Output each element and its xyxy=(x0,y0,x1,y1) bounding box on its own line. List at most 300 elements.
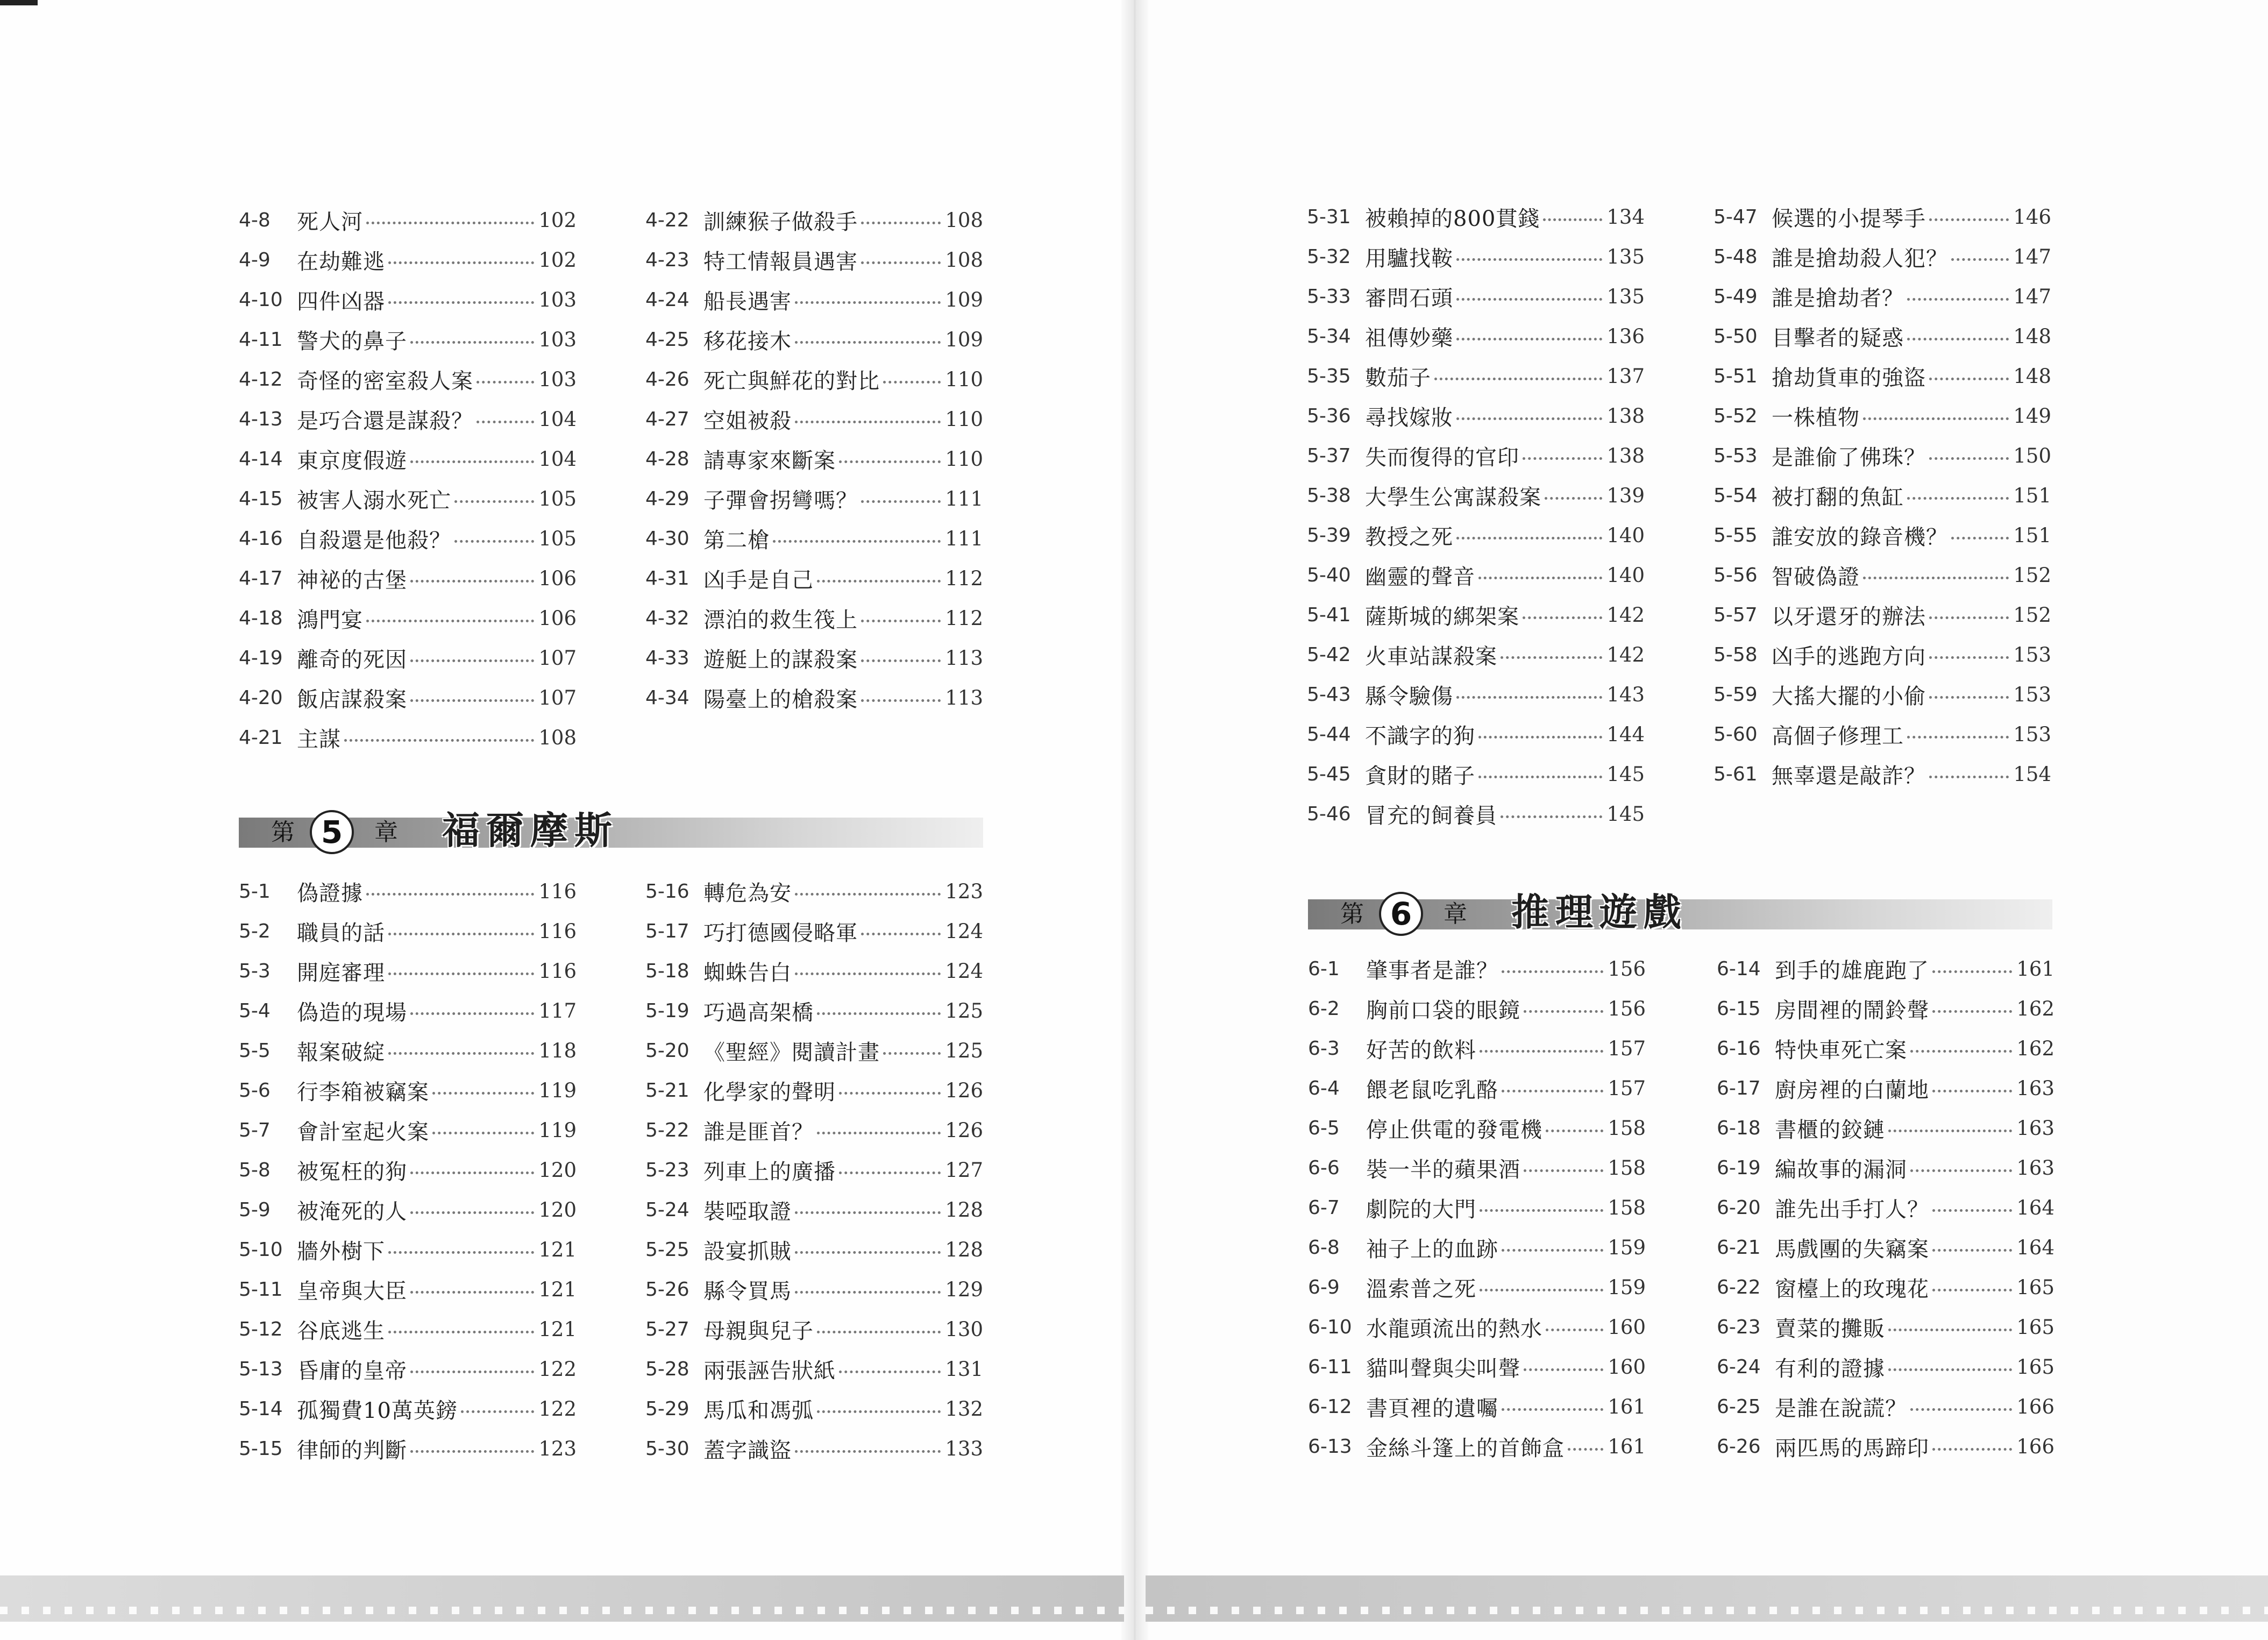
toc-entry-page: 119 xyxy=(538,1078,577,1102)
toc-entry-title: 是誰在說謊？ xyxy=(1775,1396,1907,1421)
toc-entry-title: 神祕的古堡 xyxy=(297,567,407,593)
toc-entry-page: 103 xyxy=(538,328,577,351)
toc-entry-title: 候選的小提琴手 xyxy=(1772,206,1926,231)
dot-leader xyxy=(410,1012,534,1015)
dot-leader xyxy=(454,500,534,503)
toc-entry-number: 6-7 xyxy=(1308,1196,1340,1219)
toc-entry-title: 漂泊的救生筏上 xyxy=(703,607,858,633)
toc-entry xyxy=(645,1389,983,1429)
book-gutter xyxy=(1121,0,1148,1640)
dot-leader xyxy=(839,460,941,463)
toc-entry-page: 118 xyxy=(538,1039,577,1062)
toc-entry-title: 被淹死的人 xyxy=(297,1199,407,1224)
toc-entry-page: 150 xyxy=(2013,444,2051,467)
toc-entry-number: 5-49 xyxy=(1714,285,1758,308)
toc-entry-page: 117 xyxy=(538,999,577,1023)
toc-entry-page: 127 xyxy=(945,1158,983,1182)
toc-entry-title: 設宴抓賊 xyxy=(703,1239,792,1264)
toc-entry-number: 4-21 xyxy=(239,726,283,749)
toc-entry-number: 5-32 xyxy=(1307,245,1351,268)
toc-entry-page: 122 xyxy=(538,1397,577,1421)
toc-entry xyxy=(645,439,983,479)
toc-entry-page: 121 xyxy=(538,1238,577,1261)
toc-entry-number: 6-23 xyxy=(1717,1316,1761,1338)
toc-entry xyxy=(1717,949,2054,989)
toc-entry xyxy=(645,1150,983,1190)
toc-entry-number: 4-30 xyxy=(645,527,689,550)
toc-entry-page: 121 xyxy=(538,1277,577,1301)
toc-entry-title: 窗檯上的玫瑰花 xyxy=(1775,1276,1929,1302)
toc-entry-title: 用驢找鞍 xyxy=(1365,246,1453,271)
toc-entry-page: 138 xyxy=(1606,404,1645,428)
dot-leader xyxy=(410,1291,534,1294)
toc-entry-title: 到手的雄鹿跑了 xyxy=(1775,958,1929,983)
dot-leader xyxy=(1524,1010,1603,1013)
toc-entry-title: 貪財的賭子 xyxy=(1365,763,1475,789)
toc-entry-number: 5-35 xyxy=(1307,365,1351,387)
toc-entry-number: 4-11 xyxy=(239,328,283,351)
toc-entry-number: 5-36 xyxy=(1307,404,1351,427)
toc-entry xyxy=(239,638,577,678)
toc-entry-number: 4-13 xyxy=(239,408,283,430)
toc-entry-number: 5-33 xyxy=(1307,285,1351,308)
toc-entry-title: 縣令驗傷 xyxy=(1365,684,1453,709)
dot-leader xyxy=(1929,616,2009,619)
dot-leader xyxy=(388,1251,534,1254)
toc-entry-page: 105 xyxy=(538,527,577,550)
toc-entry-page: 158 xyxy=(1608,1156,1646,1180)
dot-leader xyxy=(410,1211,534,1214)
chapter-title: 推理遊戲 xyxy=(1511,890,1688,934)
toc-entry xyxy=(1714,475,2051,515)
toc-entry xyxy=(1714,276,2051,316)
dot-leader xyxy=(795,893,941,896)
toc-entry-title: 智破偽證 xyxy=(1772,564,1860,590)
toc-entry xyxy=(239,1150,577,1190)
toc-entry-number: 4-14 xyxy=(239,448,283,470)
toc-entry-page: 102 xyxy=(538,208,577,232)
toc-entry-page: 166 xyxy=(2016,1395,2054,1418)
toc-entry xyxy=(1717,1068,2054,1108)
dot-leader xyxy=(388,933,534,935)
toc-entry-title: 會計室起火案 xyxy=(297,1119,429,1145)
toc-entry-title: 搶劫貨車的強盜 xyxy=(1772,365,1926,391)
toc-entry-title: 無辜還是敲詐？ xyxy=(1772,763,1926,789)
toc-entry-number: 5-21 xyxy=(645,1079,689,1102)
toc-entry-title: 自殺還是他殺？ xyxy=(297,528,451,553)
footer-decor-bar-right xyxy=(1146,1575,2268,1622)
toc-entry-number: 6-13 xyxy=(1308,1435,1352,1458)
toc-entry-number: 4-16 xyxy=(239,527,283,550)
dot-leader xyxy=(477,381,534,384)
toc-entry-number: 6-24 xyxy=(1717,1355,1761,1378)
toc-entry-title: 薩斯城的綁架案 xyxy=(1365,604,1519,629)
toc-entry-title: 幽靈的聲音 xyxy=(1365,564,1475,590)
toc-entry-title: 審問石頭 xyxy=(1365,286,1453,311)
toc-entry-title: 房間裡的鬧鈴聲 xyxy=(1775,998,1929,1023)
toc-entry-page: 105 xyxy=(538,487,577,510)
dot-leader xyxy=(388,972,534,975)
toc-entry-page: 157 xyxy=(1608,1076,1646,1100)
toc-entry-title: 裝一半的蘋果酒 xyxy=(1366,1157,1520,1182)
toc-entry-page: 110 xyxy=(945,367,983,391)
toc-entry-title: 孤獨費10萬英鎊 xyxy=(297,1398,458,1423)
dot-leader xyxy=(388,261,534,264)
toc-entry-number: 4-31 xyxy=(645,567,689,590)
toc-entry-number: 5-15 xyxy=(239,1437,283,1460)
toc-entry-title: 胸前口袋的眼鏡 xyxy=(1366,998,1520,1023)
toc-entry-title: 谷底逃生 xyxy=(297,1318,385,1344)
toc-entry-page: 165 xyxy=(2016,1275,2054,1299)
toc-entry-page: 137 xyxy=(1606,364,1645,388)
dot-leader xyxy=(1478,776,1602,778)
toc-entry-number: 5-10 xyxy=(239,1238,283,1261)
dot-leader xyxy=(1907,338,2009,340)
toc-entry-title: 馬瓜和馮弧 xyxy=(703,1398,814,1423)
toc-entry xyxy=(645,638,983,678)
toc-entry-title: 縣令買馬 xyxy=(703,1279,792,1304)
toc-entry xyxy=(239,1031,577,1070)
scan-edge-mark xyxy=(0,0,38,5)
toc-entry-title: 是巧合還是謀殺？ xyxy=(297,408,473,434)
toc-entry-title: 肇事者是誰？ xyxy=(1366,958,1498,983)
toc-entry xyxy=(1308,1426,1646,1466)
toc-entry-page: 129 xyxy=(945,1277,983,1301)
toc-entry-title: 牆外樹下 xyxy=(297,1239,385,1264)
dot-leader xyxy=(1910,1050,2012,1053)
toc-entry-page: 123 xyxy=(538,1437,577,1460)
right-page xyxy=(1134,0,2268,1640)
toc-entry-page: 126 xyxy=(945,1078,983,1102)
toc-entry xyxy=(239,439,577,479)
toc-entry-page: 162 xyxy=(2016,997,2054,1020)
toc-entry xyxy=(645,399,983,439)
dot-leader xyxy=(432,1132,534,1134)
dot-leader xyxy=(366,222,534,224)
toc-entry-number: 6-8 xyxy=(1308,1236,1340,1259)
toc-entry xyxy=(239,558,577,598)
toc-entry-title: 數茄子 xyxy=(1365,365,1431,391)
toc-entry xyxy=(1307,316,1645,356)
toc-entry-page: 154 xyxy=(2013,762,2051,786)
toc-entry xyxy=(1308,1387,1646,1426)
dot-leader xyxy=(1523,457,1602,460)
toc-entry-number: 5-19 xyxy=(645,999,689,1022)
dot-leader xyxy=(1524,1169,1603,1172)
toc-entry-title: 轉危為安 xyxy=(703,881,792,906)
dot-leader xyxy=(1524,1368,1603,1371)
toc-entry xyxy=(1308,1148,1646,1188)
toc-entry-number: 6-20 xyxy=(1717,1196,1761,1219)
dot-leader xyxy=(1456,258,1602,261)
toc-entry-number: 5-13 xyxy=(239,1358,283,1380)
toc-entry-title: 昏庸的皇帝 xyxy=(297,1358,407,1383)
toc-entry xyxy=(1714,635,2051,675)
dot-leader xyxy=(366,620,534,622)
toc-entry-title: 教授之死 xyxy=(1365,524,1453,550)
toc-entry-title: 冒充的飼養員 xyxy=(1365,803,1497,828)
toc-entry-title: 劇院的大門 xyxy=(1366,1197,1476,1222)
toc-entry-page: 145 xyxy=(1606,762,1645,786)
toc-entry-page: 112 xyxy=(945,566,983,590)
dot-leader xyxy=(795,421,941,423)
toc-entry-title: 祖傳妙藥 xyxy=(1365,325,1453,351)
toc-entry-page: 157 xyxy=(1608,1036,1646,1060)
toc-entry-page: 159 xyxy=(1608,1275,1646,1299)
toc-entry-title: 裝啞取證 xyxy=(703,1199,792,1224)
toc-entry-number: 5-52 xyxy=(1714,404,1758,427)
toc-entry-number: 4-25 xyxy=(645,328,689,351)
toc-entry-title: 特快車死亡案 xyxy=(1775,1038,1907,1063)
dot-leader xyxy=(1932,970,2012,973)
dot-leader xyxy=(1456,298,1602,301)
dot-leader xyxy=(1502,1249,1603,1252)
toc-entry-title: 陽臺上的槍殺案 xyxy=(703,687,858,712)
toc-entry-title: 誰安放的錄音機？ xyxy=(1772,524,1948,550)
toc-entry-number: 5-2 xyxy=(239,920,271,942)
toc-entry-page: 103 xyxy=(538,288,577,311)
toc-entry-title: 死人河 xyxy=(297,209,363,235)
toc-entry-number: 5-43 xyxy=(1307,683,1351,706)
toc-entry-page: 140 xyxy=(1606,523,1645,547)
toc-entry xyxy=(1717,1028,2054,1068)
toc-entry-title: 《聖經》閱讀計畫 xyxy=(703,1040,880,1065)
toc-entry-title: 奇怪的密室殺人案 xyxy=(297,368,473,394)
toc-entry xyxy=(239,1349,577,1389)
toc-entry-page: 110 xyxy=(945,407,983,431)
toc-entry-page: 106 xyxy=(538,606,577,630)
toc-entry-page: 112 xyxy=(945,606,983,630)
toc-entry-number: 5-59 xyxy=(1714,683,1758,706)
toc-entry-page: 163 xyxy=(2016,1156,2054,1180)
toc-entry-title: 主謀 xyxy=(297,727,341,752)
toc-entry-title: 高個子修理工 xyxy=(1772,723,1904,749)
toc-entry-title: 開庭審理 xyxy=(297,960,385,985)
toc-entry-title: 兩張誣告狀紙 xyxy=(703,1358,836,1383)
toc-entry-page: 145 xyxy=(1606,802,1645,826)
toc-entry xyxy=(1307,197,1645,237)
toc-entry xyxy=(1307,436,1645,475)
toc-entry-page: 128 xyxy=(945,1198,983,1222)
toc-entry-number: 5-61 xyxy=(1714,763,1758,785)
dot-leader xyxy=(1951,537,2009,539)
toc-entry-page: 128 xyxy=(945,1238,983,1261)
toc-entry-page: 164 xyxy=(2016,1196,2054,1219)
toc-entry-title: 賣菜的攤販 xyxy=(1775,1316,1885,1341)
dot-leader xyxy=(1932,1209,2012,1212)
toc-entry xyxy=(239,399,577,439)
dot-leader xyxy=(1951,258,2009,261)
toc-entry-title: 第二槍 xyxy=(703,528,770,553)
toc-entry-title: 偽證據 xyxy=(297,881,363,906)
dot-leader xyxy=(795,1251,941,1254)
toc-entry-title: 以牙還牙的辦法 xyxy=(1772,604,1926,629)
toc-entry xyxy=(1717,1108,2054,1148)
toc-entry-title: 一株植物 xyxy=(1772,405,1860,430)
toc-entry-page: 142 xyxy=(1606,643,1645,666)
dot-leader xyxy=(1546,1329,1603,1331)
toc-entry-number: 4-12 xyxy=(239,368,283,391)
toc-entry-page: 126 xyxy=(945,1118,983,1142)
toc-entry xyxy=(239,1269,577,1309)
toc-entry-number: 6-21 xyxy=(1717,1236,1761,1259)
toc-entry-page: 107 xyxy=(538,646,577,670)
toc-entry-title: 兩匹馬的馬蹄印 xyxy=(1775,1436,1929,1461)
dot-leader xyxy=(861,261,941,264)
toc-entry xyxy=(1714,515,2051,555)
toc-entry-title: 特工情報員遇害 xyxy=(703,249,858,274)
toc-entry-page: 131 xyxy=(945,1357,983,1381)
toc-entry-number: 5-6 xyxy=(239,1079,271,1102)
toc-entry-number: 5-4 xyxy=(239,999,271,1022)
toc-entry-number: 5-23 xyxy=(645,1159,689,1181)
toc-entry xyxy=(1307,794,1645,834)
toc-entry-number: 5-41 xyxy=(1307,604,1351,626)
toc-entry-page: 147 xyxy=(2013,285,2051,308)
toc-entry xyxy=(1308,989,1646,1028)
dot-leader xyxy=(795,341,941,344)
footer-decor-bar-left xyxy=(0,1575,1124,1622)
toc-entry-page: 152 xyxy=(2013,603,2051,627)
toc-column-right-2 xyxy=(1714,197,2051,794)
toc-entry-page: 140 xyxy=(1606,563,1645,587)
toc-entry xyxy=(645,479,983,519)
toc-entry-title: 蜘蛛告白 xyxy=(703,960,792,985)
toc-entry-page: 153 xyxy=(2013,683,2051,706)
dot-leader xyxy=(1456,696,1602,699)
footer-square-pattern xyxy=(0,1607,1124,1614)
toc-entry xyxy=(239,1230,577,1269)
dot-leader xyxy=(1910,1169,2012,1172)
toc-entry-page: 165 xyxy=(2016,1355,2054,1379)
toc-entry-page: 108 xyxy=(945,248,983,272)
toc-entry xyxy=(239,871,577,911)
dot-leader xyxy=(410,1450,534,1453)
toc-entry-title: 是誰偷了佛珠？ xyxy=(1772,445,1926,470)
dot-leader xyxy=(366,893,534,896)
toc-entry-number: 5-27 xyxy=(645,1318,689,1340)
toc-entry-page: 102 xyxy=(538,248,577,272)
chapter-number-badge: 6 xyxy=(1379,892,1423,936)
toc-entry xyxy=(1308,1188,1646,1227)
toc-entry-page: 134 xyxy=(1606,205,1645,229)
dot-leader xyxy=(1888,1130,2012,1132)
toc-entry-page: 152 xyxy=(2013,563,2051,587)
toc-entry-number: 5-46 xyxy=(1307,803,1351,825)
toc-entry-number: 6-11 xyxy=(1308,1355,1352,1378)
toc-entry-page: 113 xyxy=(945,686,983,709)
toc-entry-title: 誰是搶劫者？ xyxy=(1772,286,1904,311)
dot-leader xyxy=(410,460,534,463)
toc-entry-number: 5-34 xyxy=(1307,325,1351,347)
dot-leader xyxy=(410,341,534,344)
toc-entry-number: 6-22 xyxy=(1717,1276,1761,1298)
toc-entry-page: 146 xyxy=(2013,205,2051,229)
toc-entry-number: 4-9 xyxy=(239,249,271,271)
toc-entry-page: 104 xyxy=(538,447,577,471)
toc-entry-number: 5-8 xyxy=(239,1159,271,1181)
toc-entry xyxy=(645,871,983,911)
toc-entry-number: 5-50 xyxy=(1714,325,1758,347)
toc-entry-page: 158 xyxy=(1608,1196,1646,1219)
dot-leader xyxy=(1545,497,1602,500)
toc-entry-number: 4-33 xyxy=(645,647,689,669)
toc-entry-page: 156 xyxy=(1608,997,1646,1020)
toc-entry-title: 火車站謀殺案 xyxy=(1365,644,1497,669)
chapter-suffix: 章 xyxy=(1444,900,1467,928)
toc-entry xyxy=(1714,675,2051,714)
toc-entry-number: 6-5 xyxy=(1308,1117,1340,1139)
toc-entry-number: 4-26 xyxy=(645,368,689,391)
dot-leader xyxy=(1502,1090,1603,1092)
toc-entry-number: 6-17 xyxy=(1717,1077,1761,1099)
toc-entry-number: 5-51 xyxy=(1714,365,1758,387)
dot-leader xyxy=(388,1331,534,1333)
toc-entry-title: 報案破綻 xyxy=(297,1040,385,1065)
toc-entry xyxy=(1714,754,2051,794)
toc-entry-number: 5-45 xyxy=(1307,763,1351,785)
toc-entry-title: 請專家來斷案 xyxy=(703,448,836,473)
toc-entry-title: 飯店謀殺案 xyxy=(297,687,407,712)
toc-entry xyxy=(1307,396,1645,436)
toc-entry-number: 5-12 xyxy=(239,1318,283,1340)
toc-entry-number: 5-53 xyxy=(1714,444,1758,467)
toc-entry xyxy=(645,320,983,359)
chapter-5-banner xyxy=(239,808,983,853)
dot-leader xyxy=(1502,970,1603,973)
toc-column-right-4 xyxy=(1717,949,2054,1466)
toc-entry xyxy=(1714,316,2051,356)
toc-entry-title: 子彈會拐彎嗎？ xyxy=(703,488,858,513)
toc-entry xyxy=(1307,635,1645,675)
dot-leader xyxy=(1480,1050,1603,1053)
toc-entry-number: 6-4 xyxy=(1308,1077,1340,1099)
dot-leader xyxy=(883,381,941,384)
toc-entry xyxy=(1714,197,2051,237)
toc-entry-number: 6-9 xyxy=(1308,1276,1340,1298)
toc-entry-number: 5-40 xyxy=(1307,564,1351,586)
toc-entry xyxy=(1307,595,1645,635)
dot-leader xyxy=(1929,378,2009,380)
toc-entry-page: 158 xyxy=(1608,1116,1646,1140)
toc-entry-number: 5-37 xyxy=(1307,444,1351,467)
dot-leader xyxy=(1568,1448,1603,1451)
dot-leader xyxy=(861,659,941,662)
dot-leader xyxy=(817,580,941,583)
toc-entry-page: 116 xyxy=(538,919,577,943)
toc-entry-page: 108 xyxy=(945,208,983,232)
dot-leader xyxy=(432,1092,534,1095)
toc-entry-title: 水龍頭流出的熱水 xyxy=(1366,1316,1542,1341)
dot-leader xyxy=(1523,616,1602,619)
dot-leader xyxy=(1480,1209,1603,1212)
toc-entry xyxy=(239,240,577,280)
dot-leader xyxy=(410,659,534,662)
toc-entry-page: 119 xyxy=(538,1118,577,1142)
toc-entry-number: 4-34 xyxy=(645,686,689,709)
toc-entry-title: 編故事的漏洞 xyxy=(1775,1157,1907,1182)
toc-entry xyxy=(1308,1108,1646,1148)
toc-entry-page: 159 xyxy=(1608,1236,1646,1259)
toc-entry-number: 4-18 xyxy=(239,607,283,629)
toc-entry xyxy=(645,1190,983,1230)
toc-entry-number: 6-25 xyxy=(1717,1395,1761,1418)
toc-column-left-3 xyxy=(239,871,577,1468)
toc-entry xyxy=(239,951,577,991)
toc-entry-page: 166 xyxy=(2016,1435,2054,1458)
toc-entry-title: 誰先出手打人？ xyxy=(1775,1197,1929,1222)
toc-entry-page: 113 xyxy=(945,646,983,670)
